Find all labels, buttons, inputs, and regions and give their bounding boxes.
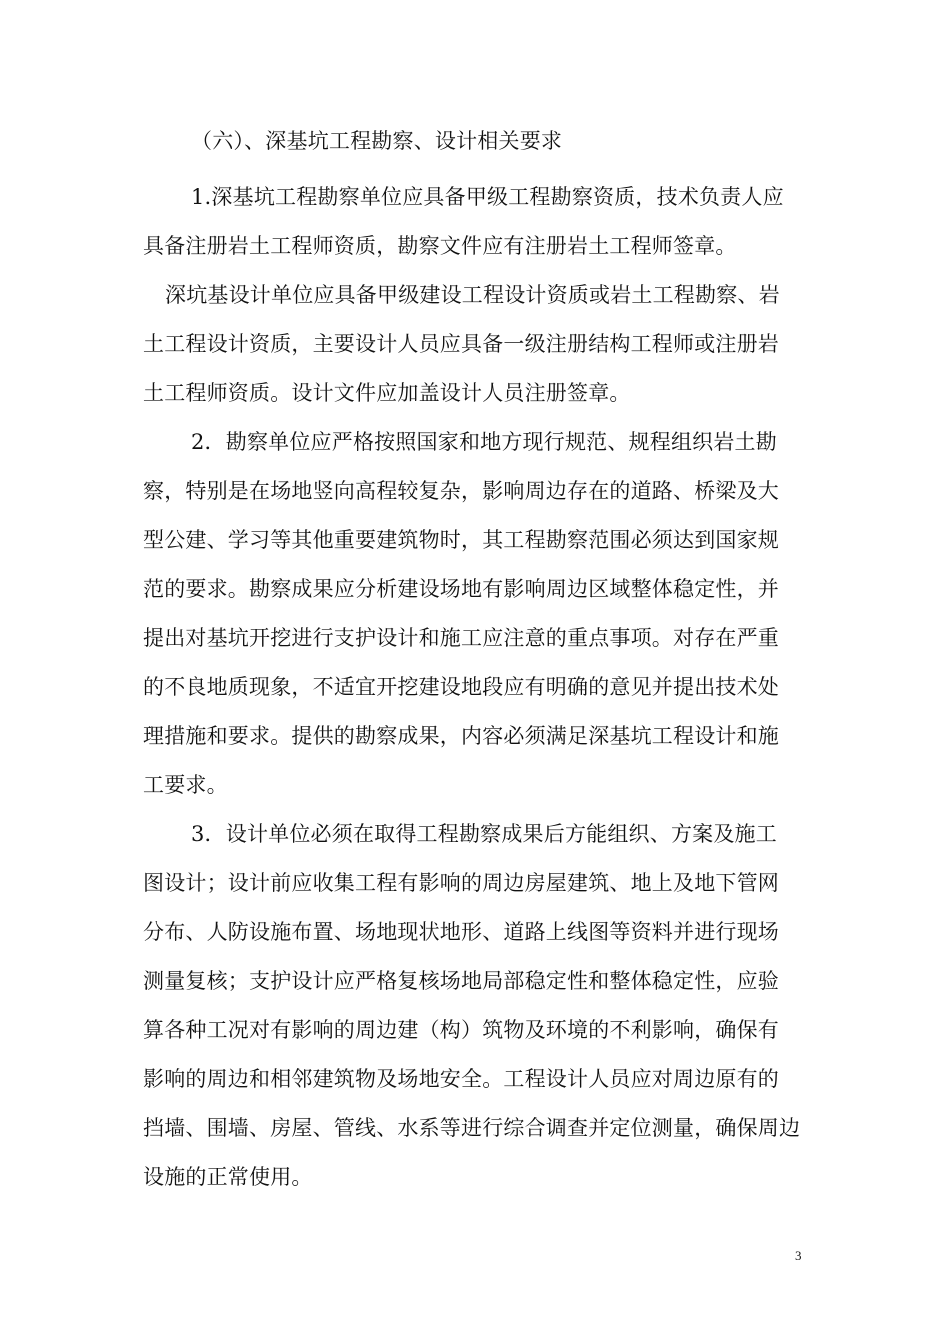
paragraph-3-line-8: 工要求。 — [143, 773, 228, 797]
paragraph-3-line-6: 的不良地质现象，不适宜开挖建设地段应有明确的意见并提出技术处 — [143, 675, 779, 699]
paragraph-1-line-2: 具备注册岩土工程师资质，勘察文件应有注册岩土工程师签章。 — [143, 234, 737, 258]
paragraph-2-line-3: 土工程师资质。设计文件应加盖设计人员注册签章。 — [143, 381, 631, 405]
paragraph-3-line-2: 察，特别是在场地竖向高程较复杂，影响周边存在的道路、桥梁及大 — [143, 479, 779, 503]
paragraph-4-line-5: 算各种工况对有影响的周边建（构）筑物及环境的不利影响，确保有 — [143, 1018, 779, 1042]
paragraph-2-line-1: 深坑基设计单位应具备甲级建设工程设计资质或岩土工程勘察、岩 — [165, 283, 780, 307]
section-heading: （六）、深基坑工程勘察、设计相关要求 — [191, 129, 563, 153]
page-number: 3 — [795, 1248, 802, 1263]
paragraph-3-line-4: 范的要求。勘察成果应分析建设场地有影响周边区域整体稳定性，并 — [143, 577, 779, 601]
paragraph-4-line-3: 分布、人防设施布置、场地现状地形、道路上线图等资料并进行现场 — [143, 920, 779, 944]
paragraph-2-line-2: 土工程设计资质，主要设计人员应具备一级注册结构工程师或注册岩 — [143, 332, 779, 356]
paragraph-4-line-2: 图设计；设计前应收集工程有影响的周边房屋建筑、地上及地下管网 — [143, 871, 779, 895]
paragraph-3-line-7: 理措施和要求。提供的勘察成果，内容必须满足深基坑工程设计和施 — [143, 724, 779, 748]
paragraph-4-line-6: 影响的周边和相邻建筑物及场地安全。工程设计人员应对周边原有的 — [143, 1067, 779, 1091]
paragraph-4-line-7: 挡墙、围墙、房屋、管线、水系等进行综合调查并定位测量，确保周边 — [143, 1116, 801, 1140]
paragraph-3-line-5: 提出对基坑开挖进行支护设计和施工应注意的重点事项。对存在严重 — [143, 626, 779, 650]
paragraph-3-line-1: 2．勘察单位应严格按照国家和地方现行规范、规程组织岩土勘 — [191, 430, 777, 454]
paragraph-4-line-4: 测量复核；支护设计应严格复核场地局部稳定性和整体稳定性，应验 — [143, 969, 779, 993]
paragraph-4-line-8: 设施的正常使用。 — [143, 1165, 313, 1189]
paragraph-1-line-1: 1.深基坑工程勘察单位应具备甲级工程勘察资质，技术负责人应 — [191, 185, 784, 209]
paragraph-3-line-3: 型公建、学习等其他重要建筑物时，其工程勘察范围必须达到国家规 — [143, 528, 779, 552]
paragraph-4-line-1: 3．设计单位必须在取得工程勘察成果后方能组织、方案及施工 — [191, 822, 777, 846]
